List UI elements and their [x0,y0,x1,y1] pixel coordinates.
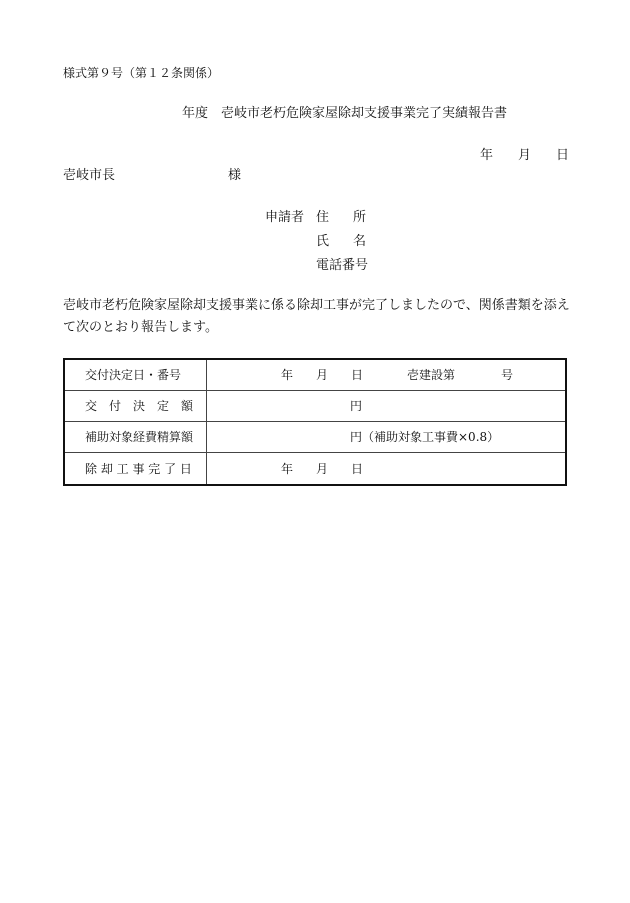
table-row-settlement-amount [65,422,565,453]
number-prefix: 壱建設第 [407,368,456,382]
month-label: 月 [316,368,329,382]
phone-label: 電話番号 [316,258,369,273]
number-suffix: 号 [501,368,514,382]
addressee-name: 壱岐市長 [63,168,116,183]
report-table [63,358,567,486]
row-label: 除 却 工 事 完 了 日 [85,462,192,476]
document-title: 壱岐市老朽危険家屋除却支援事業完了実績報告書 [221,106,508,121]
date-year-label: 年 [480,148,494,163]
day-label: 日 [351,368,364,382]
table-row-grant-amount [65,391,565,422]
name-label-second: 名 [353,234,367,249]
applicant-label: 申請者 [265,210,305,225]
table-row-decision-date-number [65,360,565,391]
address-label-first: 住 [316,210,330,225]
amount-unit: 円（補助対象工事費×0.8） [350,430,500,444]
date-day-label: 日 [556,148,570,163]
year-label: 年 [281,368,294,382]
row-label: 交 付 決 定 額 [85,399,194,413]
year-label: 年 [281,462,294,476]
row-label: 交付決定日・番号 [85,368,182,382]
address-label-second: 所 [353,210,367,225]
amount-unit: 円 [350,399,363,413]
addressee-honorific: 様 [228,168,242,183]
row-label: 補助対象経費精算額 [85,430,194,444]
title-year-label: 年度 [182,106,209,121]
form-number: 様式第９号（第１２条関係） [63,66,220,80]
month-label: 月 [316,462,329,476]
day-label: 日 [351,462,364,476]
body-text-line-1: 壱岐市老朽危険家屋除却支援事業に係る除却工事が完了しましたので、関係書類を添え [63,298,570,313]
body-text-line-2: て次のとおり報告します。 [63,320,218,335]
name-label-first: 氏 [316,234,330,249]
date-month-label: 月 [518,148,532,163]
table-row-completion-date [65,453,565,484]
